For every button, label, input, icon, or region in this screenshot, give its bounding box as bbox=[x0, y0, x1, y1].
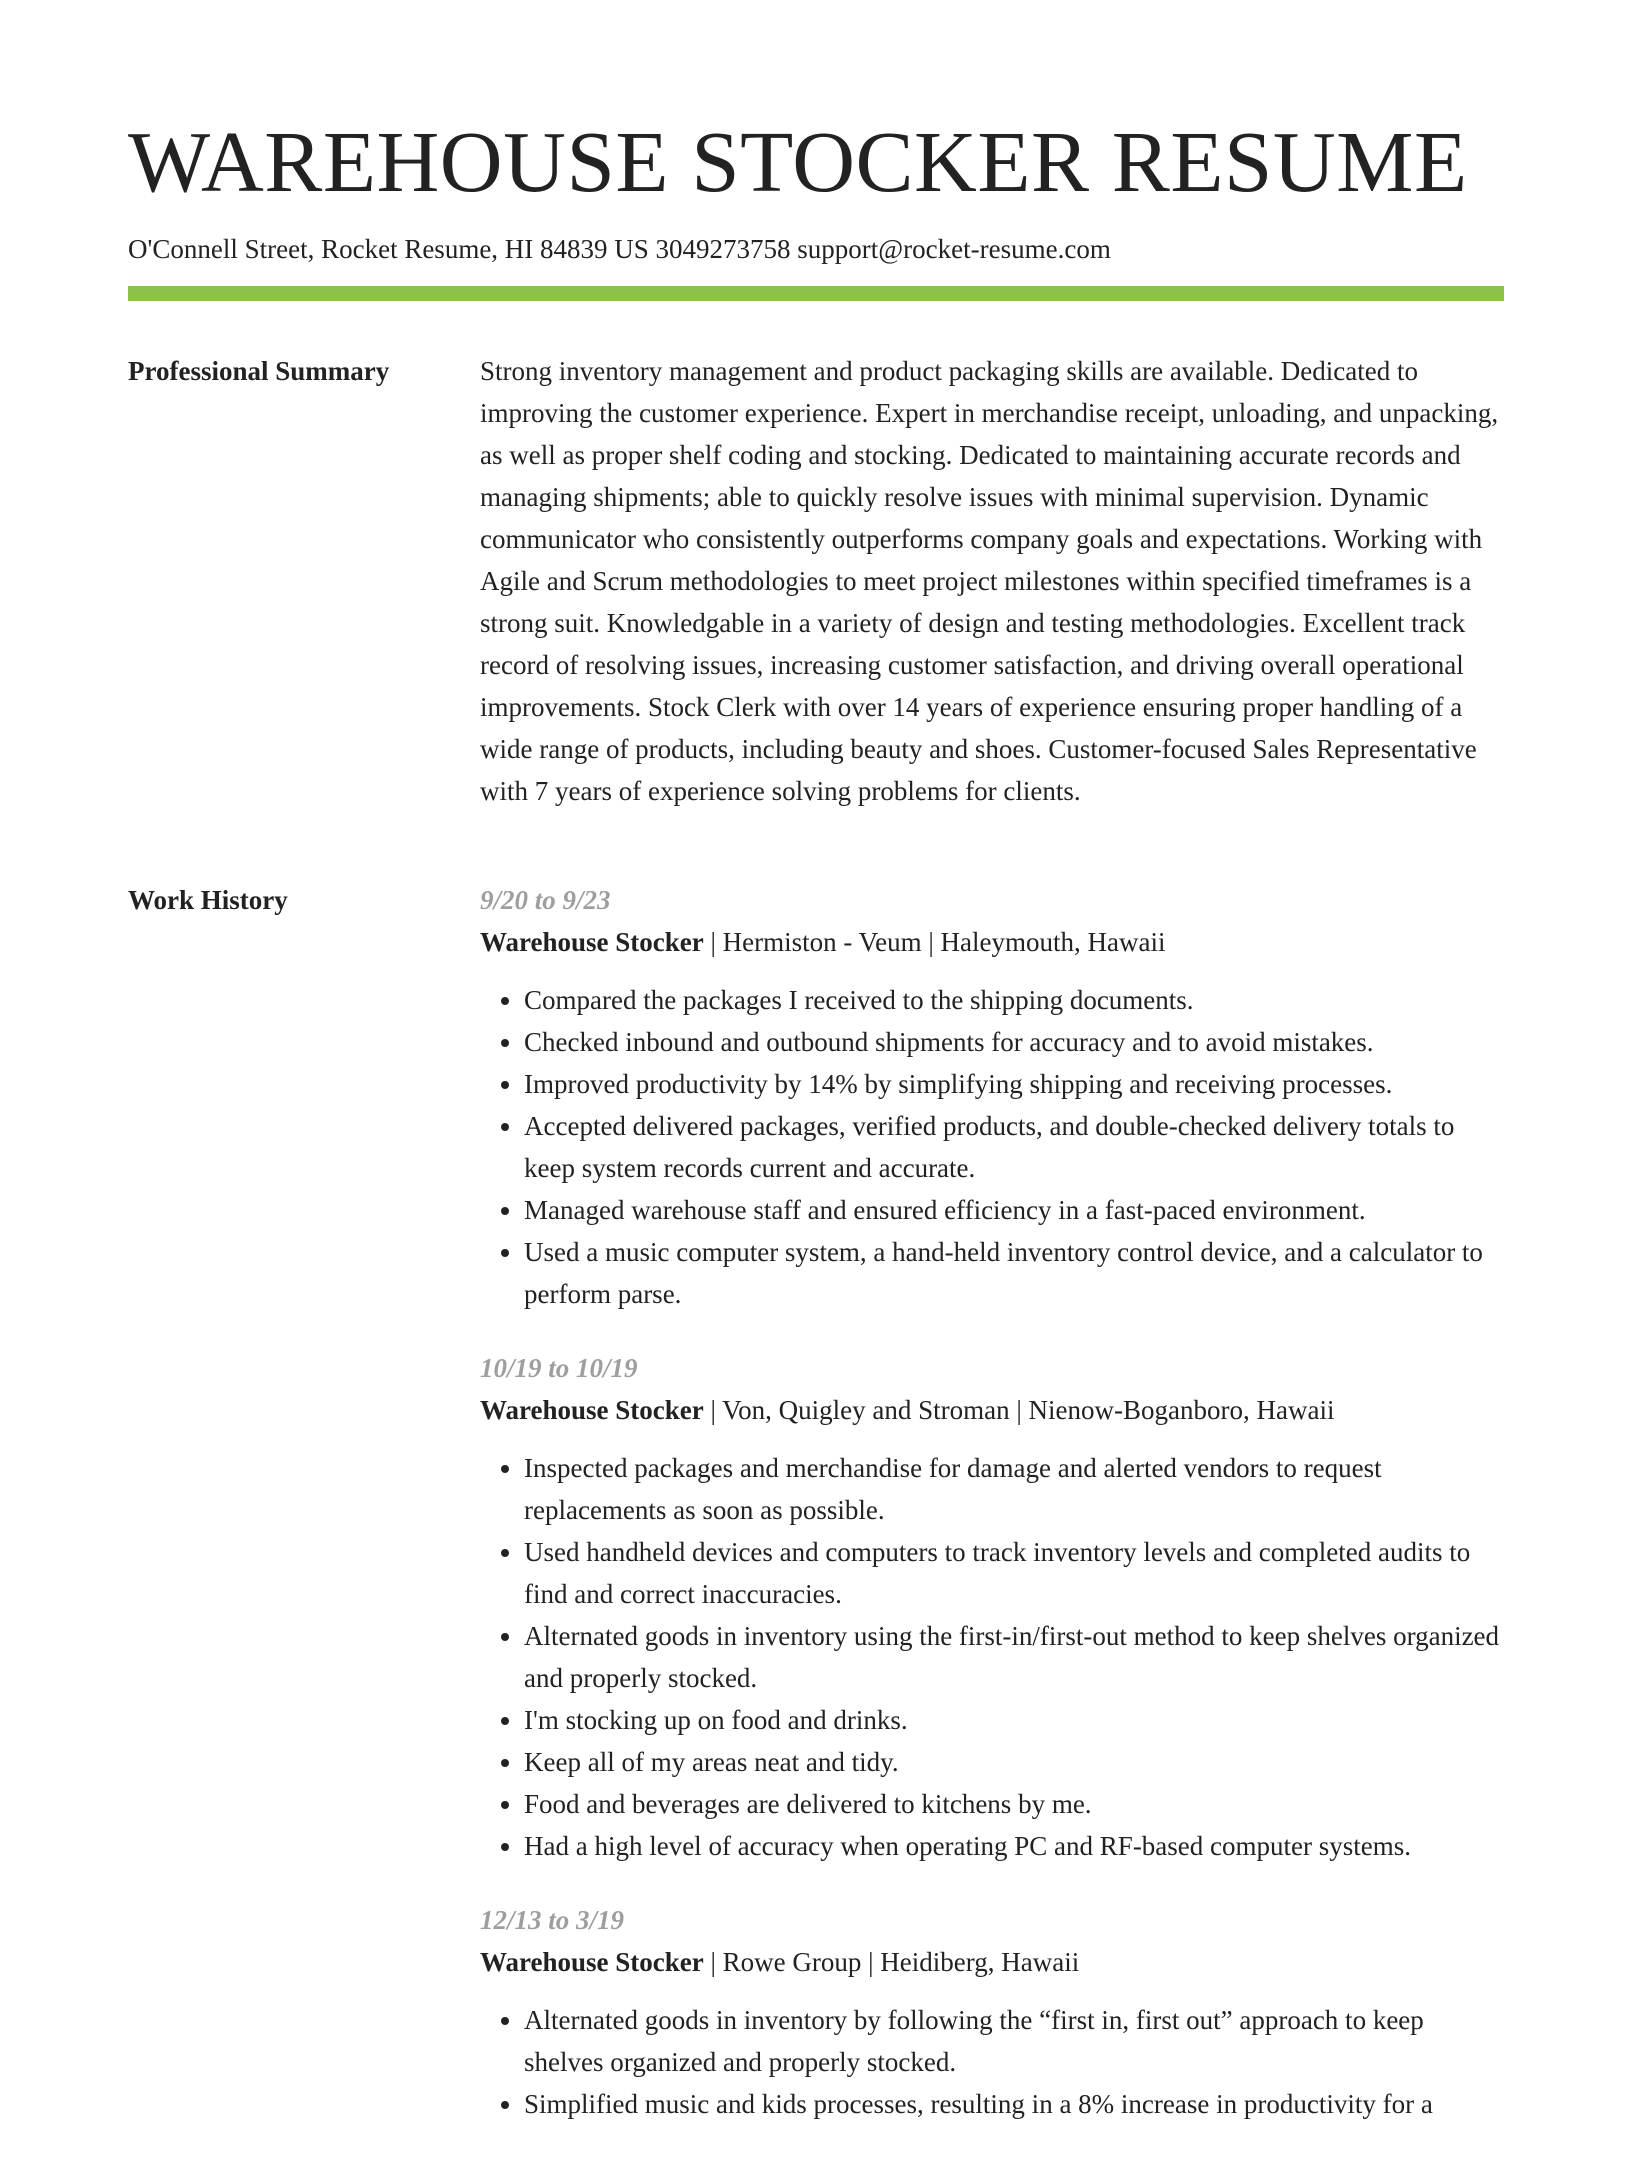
header-divider bbox=[128, 286, 1504, 301]
job-header bbox=[480, 1389, 1504, 1431]
job-title: Warehouse Stocker bbox=[480, 927, 704, 957]
summary-text: Strong inventory management and product packaging skills are available. Dedicated to improving the customer experience. Expert in merchandise receipt, unloading, and unpacking, as well as proper shelf coding and stocking. Dedicated to maintaining accurate records and managing shipments; able to quickly resolve issues with minimal supervision. Dynamic communicator who consistently outperforms company goals and expectations. Working with Agile and Scrum methodologies to meet project milestones within specified timeframes is a strong suit. Knowledgable in a variety of design and testing methodologies. Excellent track record of resolving issues, increasing customer satisfaction, and driving overall operational improvements. Stock Clerk with over 14 years of experience ensuring proper handling of a wide range of products, including beauty and shoes. Customer-focused Sales Representative with 7 years of experience solving problems for clients. bbox=[480, 356, 1499, 806]
job-employer-location: | Hermiston - Veum | Haleymouth, Hawaii bbox=[703, 927, 1166, 957]
job-employer-location: | Von, Quigley and Stroman | Nienow-Boganboro, Hawaii bbox=[703, 1395, 1335, 1425]
job-bullet-list bbox=[480, 1447, 1504, 1867]
job-entry bbox=[480, 879, 1504, 1315]
job-header bbox=[480, 921, 1504, 963]
job-entry bbox=[480, 1899, 1504, 2125]
job-header bbox=[480, 1941, 1504, 1983]
job-dates: 9/20 to 9/23 bbox=[480, 885, 611, 915]
job-bullet-item: • Keep all of my areas neat and tidy. bbox=[524, 1741, 1504, 1783]
job-bullet-item: • Alternated goods in inventory by following the “first in, first out” approach to keep shelves organized and properly stocked. bbox=[524, 1999, 1504, 2083]
job-title: Warehouse Stocker bbox=[480, 1947, 704, 1977]
job-bullet-item: • Had a high level of accuracy when operating PC and RF-based computer systems. bbox=[524, 1825, 1504, 1867]
job-bullet-item: • Alternated goods in inventory using the first-in/first-out method to keep shelves organized and properly stocked. bbox=[524, 1615, 1504, 1699]
summary-heading: Professional Summary bbox=[128, 356, 390, 386]
job-dates: 10/19 to 10/19 bbox=[480, 1353, 638, 1383]
job-bullet-item: • Used a music computer system, a hand-held inventory control device, and a calculator to perform parse. bbox=[524, 1231, 1504, 1315]
job-bullet-item: • Inspected packages and merchandise for damage and alerted vendors to request replacements as soon as possible. bbox=[524, 1447, 1504, 1531]
contact-line: O'Connell Street, Rocket Resume, HI 84839 US 3049273758 support@rocket-resume.com bbox=[128, 234, 1111, 264]
work-history-heading: Work History bbox=[128, 885, 288, 915]
job-title: Warehouse Stocker bbox=[480, 1395, 704, 1425]
job-dates: 12/13 to 3/19 bbox=[480, 1905, 625, 1935]
job-bullet-item: • Used handheld devices and computers to track inventory levels and completed audits to find and correct inaccuracies. bbox=[524, 1531, 1504, 1615]
resume-title: WAREHOUSE STOCKER RESUME bbox=[128, 113, 1468, 210]
job-bullet-item: • Compared the packages I received to the shipping documents. bbox=[524, 979, 1504, 1021]
job-bullet-list bbox=[480, 979, 1504, 1315]
job-entry bbox=[480, 1347, 1504, 1867]
job-bullet-item: • I'm stocking up on food and drinks. bbox=[524, 1699, 1504, 1741]
summary-body bbox=[480, 350, 1504, 812]
job-bullet-item: • Checked inbound and outbound shipments for accuracy and to avoid mistakes. bbox=[524, 1021, 1504, 1063]
job-bullet-item: • Food and beverages are delivered to kitchens by me. bbox=[524, 1783, 1504, 1825]
job-bullet-item: • Improved productivity by 14% by simplifying shipping and receiving processes. bbox=[524, 1063, 1504, 1105]
job-bullet-item: • Managed warehouse staff and ensured efficiency in a fast-paced environment. bbox=[524, 1189, 1504, 1231]
work-history-body bbox=[480, 879, 1504, 2157]
job-bullet-list bbox=[480, 1999, 1504, 2125]
job-employer-location: | Rowe Group | Heidiberg, Hawaii bbox=[703, 1947, 1080, 1977]
job-bullet-item: • Simplified music and kids processes, resulting in a 8% increase in productivity for a bbox=[524, 2083, 1504, 2125]
job-bullet-item: • Accepted delivered packages, verified products, and double-checked delivery totals to keep system records current and accurate. bbox=[524, 1105, 1504, 1189]
